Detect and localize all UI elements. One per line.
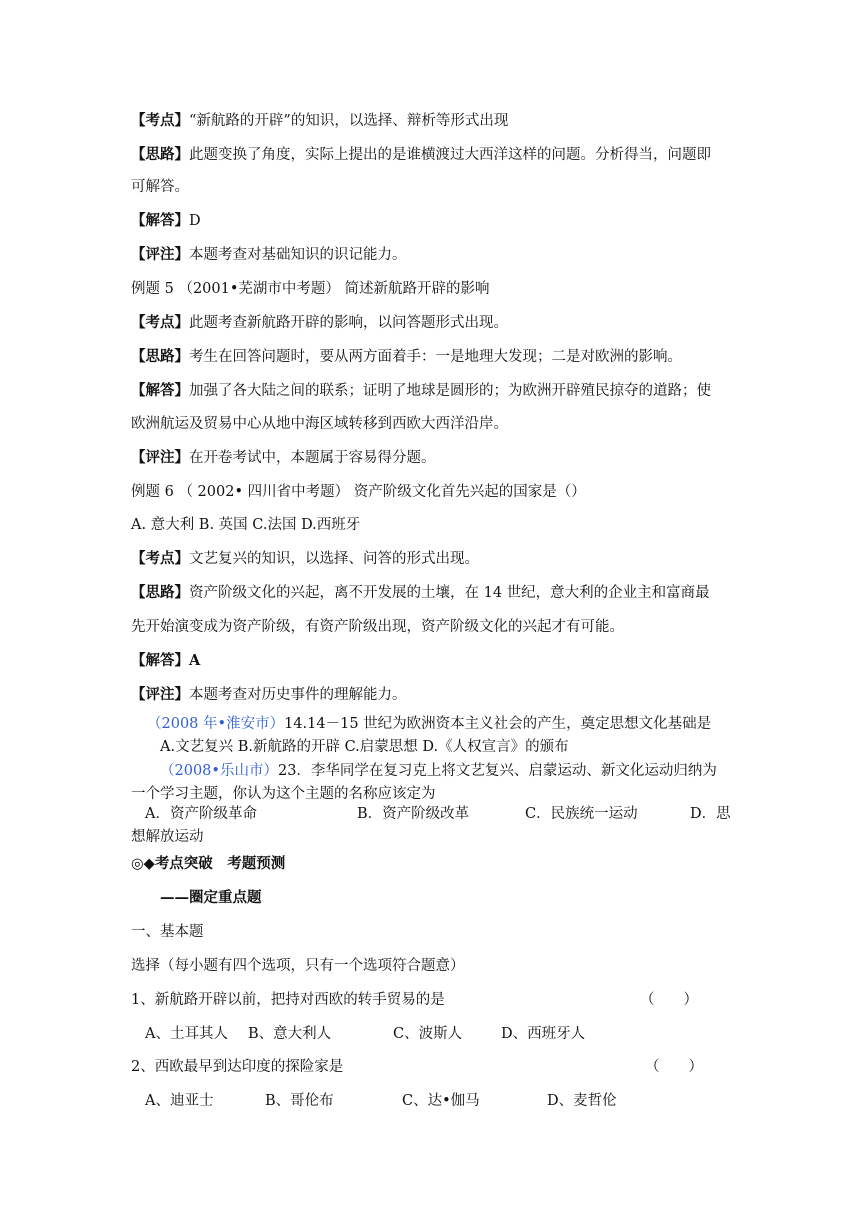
- example6-pingzhu: [131, 685, 407, 705]
- section-subheading: ——圈定重点题: [160, 889, 262, 906]
- kaodian-tag: 【考点】: [131, 550, 189, 567]
- example5-jieda-continuation: 欧洲航运及贸易中心从地中海区域转移到西欧大西洋沿岸。: [131, 416, 508, 432]
- silu-continuation: 可解答。: [131, 179, 189, 195]
- instruction: 选择（每小题有四个选项，只有一个选项符合题意）: [131, 958, 465, 974]
- q14-line: [147, 714, 711, 734]
- silu-tag: 【思路】: [131, 348, 189, 365]
- kaodian-line: [131, 111, 508, 131]
- question-2-option-d: D、麦哲伦: [547, 1093, 617, 1109]
- q23-option-a: A．资产阶级革命: [145, 806, 257, 822]
- question-1-option-a: A、土耳其人: [145, 1026, 228, 1042]
- section-heading-text: 考点突破 考题预测: [154, 855, 286, 872]
- q23-line4: 想解放运动: [131, 829, 204, 845]
- question-2-answer-blank: （ ）: [645, 1059, 703, 1075]
- example6-jieda: [131, 651, 200, 671]
- q23-text: 23．李华同学在复习克上将文艺复兴、启蒙运动、新文化运动归纳为: [277, 763, 717, 779]
- example6-options: A. 意大利 B. 英国 C.法国 D.西班牙: [131, 517, 361, 533]
- pingzhu-tag: 【评注】: [131, 246, 189, 263]
- example5-pingzhu: [131, 448, 436, 468]
- question-1-answer-blank: （ ）: [640, 992, 698, 1008]
- example6-pingzhu-text: 本题考查对历史事件的理解能力。: [189, 687, 407, 703]
- silu-tag: 【思路】: [131, 146, 189, 163]
- question-2-option-c: C、达•伽马: [402, 1093, 480, 1109]
- pingzhu-text: 本题考查对基础知识的识记能力。: [189, 247, 407, 263]
- example5-jieda-text: 加强了各大陆之间的联系；证明了地球是圆形的；为欧洲开辟殖民掠夺的道路；使: [189, 383, 711, 399]
- example5-silu: [131, 347, 682, 367]
- example5-jieda: [131, 381, 711, 401]
- question-1-option-c: C、波斯人: [393, 1026, 463, 1042]
- pingzhu-tag: 【评注】: [131, 449, 189, 466]
- example6-silu: [131, 583, 710, 603]
- example6-jieda-text: A: [189, 652, 201, 669]
- example6-silu-continuation: 先开始演变成为资产阶级，有资产阶级出现，资产阶级文化的兴起才有可能。: [131, 619, 624, 635]
- example6-title: 例题 6 （ 2002• 四川省中考题） 资产阶级文化首先兴起的国家是（）: [131, 484, 586, 500]
- example5-title: 例题 5 （2001•芜湖市中考题） 简述新航路开辟的影响: [131, 281, 490, 297]
- example6-kaodian-text: 文艺复兴的知识，以选择、问答的形式出现。: [189, 551, 479, 567]
- q14-text: 14.14－15 世纪为欧洲资本主义社会的产生，奠定思想文化基础是: [284, 716, 712, 732]
- jieda-tag: 【解答】: [131, 212, 189, 229]
- q23-option-b: B．资产阶级改革: [357, 806, 470, 822]
- heading-ornament-icon: ◎◆: [131, 855, 155, 872]
- kaodian-tag: 【考点】: [131, 314, 189, 331]
- example5-pingzhu-text: 在开卷考试中，本题属于容易得分题。: [189, 450, 436, 466]
- jieda-tag: 【解答】: [131, 652, 189, 669]
- silu-tag: 【思路】: [131, 584, 189, 601]
- silu-text: 此题变换了角度，实际上提出的是谁横渡过大西洋这样的问题。分析得当，问题即: [189, 147, 711, 163]
- example6-kaodian: [131, 549, 479, 569]
- silu-line: [131, 145, 711, 165]
- example5-kaodian: [131, 313, 508, 333]
- question-2-stem: 2、西欧最早到达印度的探险家是: [131, 1059, 344, 1075]
- q23-line: [160, 761, 717, 781]
- q14-options: A.文艺复兴 B.新航路的开辟 C.启蒙思想 D.《人权宣言》的颁布: [160, 739, 569, 755]
- pingzhu-line: [131, 245, 407, 265]
- q23-line2: 一个学习主题，你认为这个主题的名称应该定为: [131, 786, 436, 802]
- q14-source: （2008 年•淮安市）: [147, 716, 285, 732]
- jieda-tag: 【解答】: [131, 382, 189, 399]
- pingzhu-tag: 【评注】: [131, 686, 189, 703]
- kaodian-text: “新航路的开辟”的知识，以选择、辩析等形式出现: [189, 113, 509, 129]
- question-2-option-b: B、哥伦布: [265, 1093, 334, 1109]
- q23-option-d: D．思: [690, 806, 731, 822]
- example6-silu-text: 资产阶级文化的兴起，离不开发展的土壤，在 14 世纪，意大利的企业主和富商最: [189, 585, 710, 601]
- q23-option-c: C．民族统一运动: [525, 806, 638, 822]
- question-1-option-b: B、意大利人: [248, 1026, 332, 1042]
- question-1-stem: 1、新航路开辟以前，把持对西欧的转手贸易的是: [131, 992, 445, 1008]
- question-2-option-a: A、迪亚士: [145, 1093, 214, 1109]
- kaodian-tag: 【考点】: [131, 112, 189, 129]
- q23-source: （2008•乐山市）: [160, 763, 278, 779]
- example5-kaodian-text: 此题考查新航路开辟的影响，以问答题形式出现。: [189, 315, 508, 331]
- jieda-line: [131, 211, 201, 231]
- part-title: 一、基本题: [131, 924, 204, 940]
- question-1-option-d: D、西班牙人: [501, 1026, 586, 1042]
- jieda-text: D: [189, 213, 201, 229]
- section-heading: [131, 854, 285, 874]
- example5-silu-text: 考生在回答问题时，要从两方面着手：一是地理大发现；二是对欧洲的影响。: [189, 349, 682, 365]
